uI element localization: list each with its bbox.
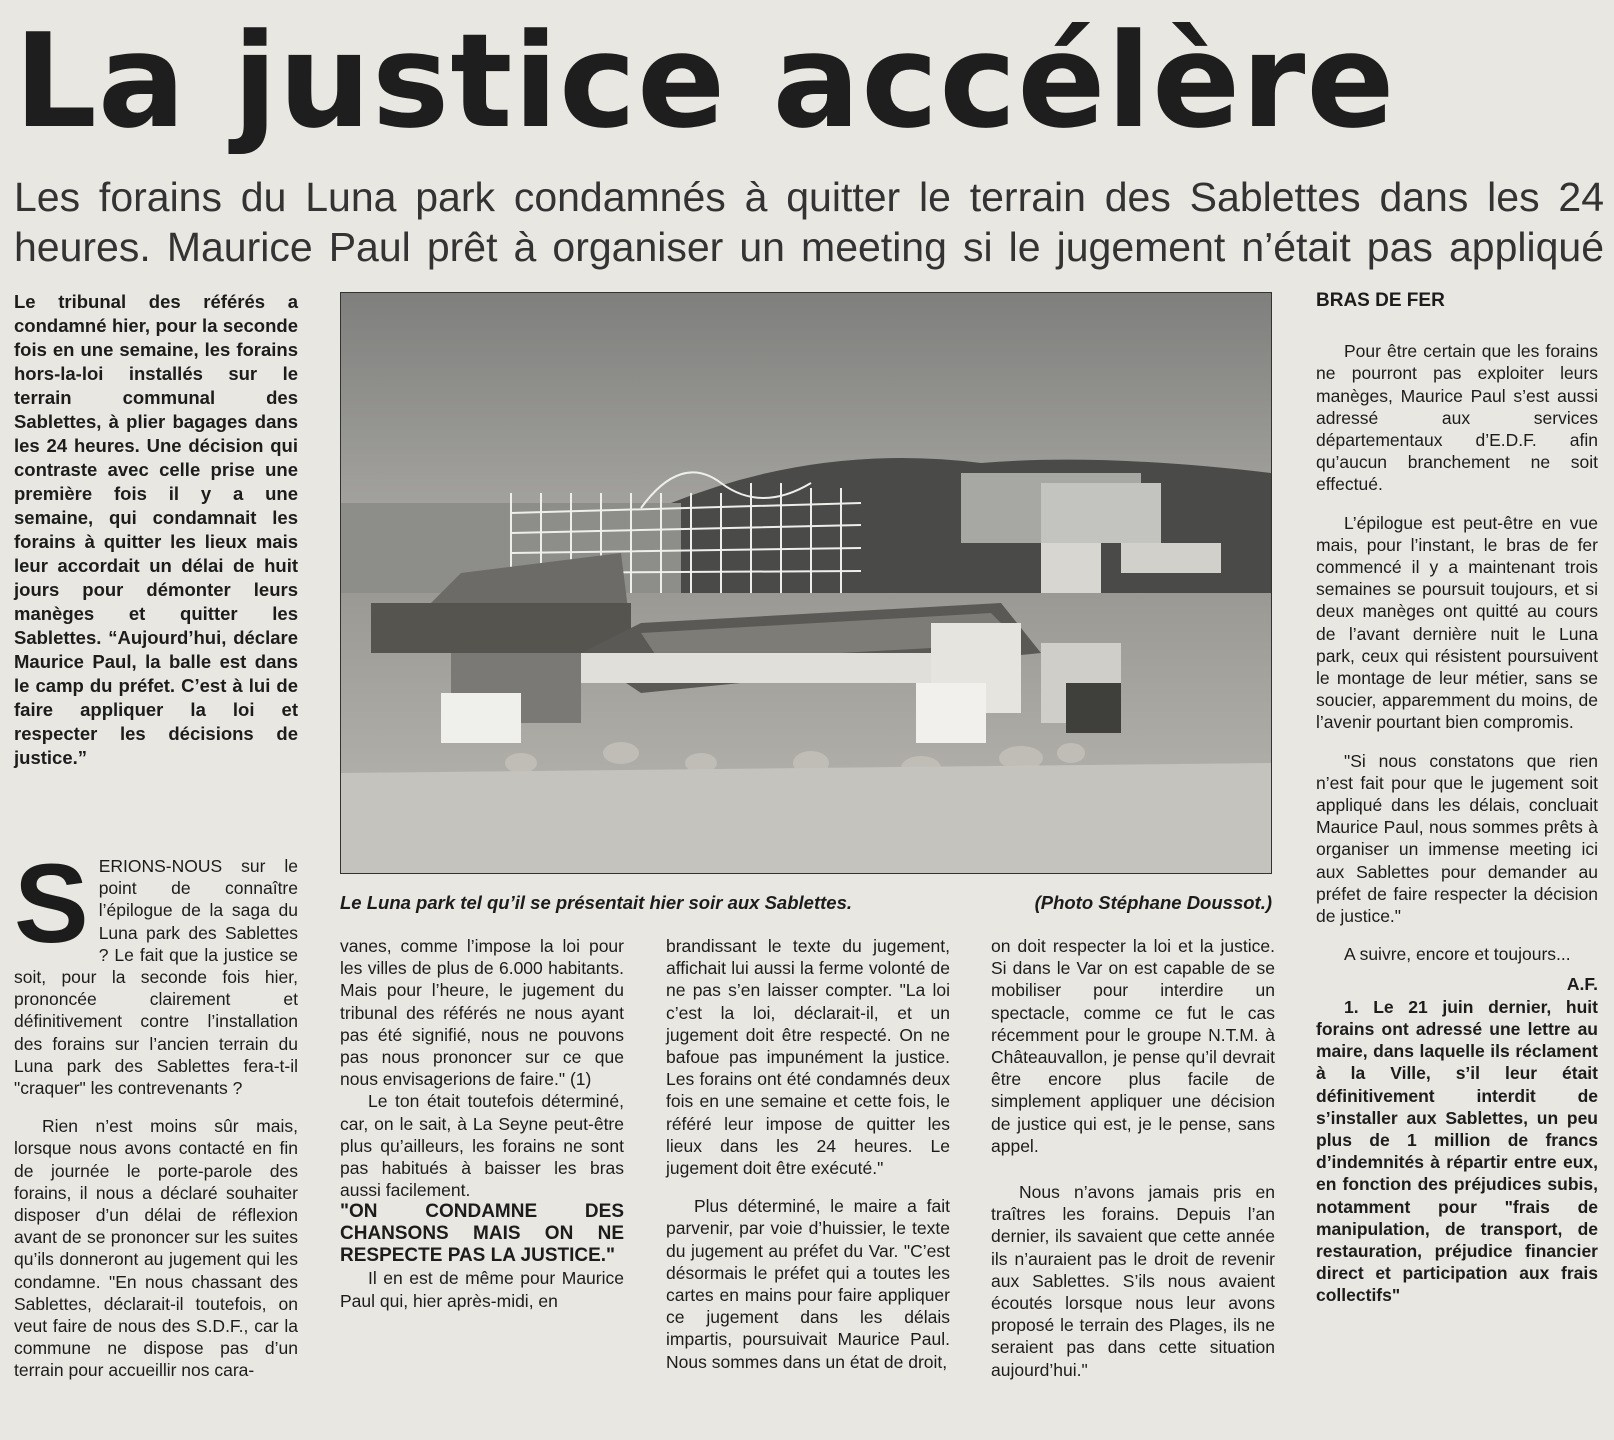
paragraph: Plus déterminé, le maire a fait parvenir, par voie d’huissier, le texte du jugement au préfet du Var. "C’est désormais le préfet qui a toutes les cartes en mains pour faire appliquer ce jugement dans les délais impartis, poursuivait Maurice Paul. Nous sommes dans un état de droit,	[666, 1196, 950, 1372]
drop-cap: S	[14, 841, 89, 966]
paragraph: Il en est de même pour Maurice Paul qui, hier après-midi, en	[340, 1268, 624, 1311]
paragraph: Le ton était toutefois déterminé, car, on le sait, à La Seyne peut-être plus qu’ailleurs, les forains ne sont pas habitués à baisser les bras aussi facilement.	[340, 1091, 624, 1201]
paragraph: A suivre, encore et toujours...	[1344, 944, 1571, 965]
paragraph: Rien n’est moins sûr mais, lorsque nous avons contacté en fin de journée le porte-parole des forains, il nous a déclaré souhaiter disposer d’un délai de réflexion avant de se prononcer sur les suites qu’ils donneront au jugement qui les condamne. "En nous chassant des Sablettes, déclarait-il toutefois, on veut faire de nous des S.D.F., car la commune ne dispose pas d’un terrain pour accueillir nos cara-	[14, 1116, 298, 1381]
paragraph: "Si nous constatons que rien n’est fait pour que le jugement soit appliqué dans les délais, concluait Maurice Paul, nous sommes prêts à organiser un immense meeting ici aux Sablettes pour demander au préfet de faire respecter la décision de justice."	[1316, 750, 1598, 927]
luna-park-photo	[340, 292, 1272, 874]
footnote: 1. Le 21 juin dernier, huit forains ont adressé une lettre au maire, dans laquelle ils réclament à la Ville, s’il leur était définitivement interdit de s’installer aux Sablettes, un peu plus de 1 million de francs d’indemnités à répartir entre eux, en fonction des préjudices subis, notamment pour "frais de manipulation, de transport, de restauration, préjudice financier direct et participation aux frais collectifs"	[1316, 996, 1598, 1306]
article-column-3	[666, 935, 950, 1373]
subheadline: Les forains du Luna park condamnés à quitter le terrain des Sablettes dans les 24 heures. Maurice Paul prêt à organiser un meeting si le jugement n’était pas appliqué	[14, 174, 1604, 270]
paragraph: ERIONS-NOUS sur le point de connaître l’épilogue de la saga du Luna park des Sablettes ? Le fait que la justice se soit, pour la seconde fois hier, prononcée clairement et définitivement contre l’installation des forains sur l’ancien terrain du Luna park des Sablettes fera-t-il "craquer" les contrevenants ?	[14, 856, 298, 1099]
article-column-5	[1316, 290, 1598, 1307]
article-column-4	[991, 935, 1275, 1381]
article-column-2	[340, 935, 624, 1312]
author-signature: A.F.	[1566, 974, 1598, 995]
intertitle: "ON CONDAMNE DES CHANSONS MAIS ON NE RESPECTE PAS LA JUSTICE."	[340, 1201, 624, 1267]
photo-illustration	[341, 293, 1271, 873]
lead-text: Le tribunal des référés a condamné hier, pour la seconde fois en une semaine, les forains hors-la-loi installés sur le terrain communal des Sablettes, à plier bagages dans les 24 heures. Une décision qui contraste avec celle prise une première fois il y a une semaine, qui condamnait les forains à quitter les lieux mais leur accordait un délai de huit jours pour démonter leurs manèges et quitter les Sablettes. “Aujourd’hui, déclare Maurice Paul, la balle est dans le camp du préfet. C’est à lui de faire appliquer la loi et respecter les décisions de justice.”	[14, 291, 298, 768]
paragraph: on doit respecter la loi et la justice. Si dans le Var on est capable de se mobiliser pour interdire un spectacle, comme ce fut le cas récemment pour le groupe N.T.M. à Châteauvallon, je pense qu’il devrait être encore plus facile de simplement appliquer une décision de justice qui est, je le pense, sans appel.	[991, 936, 1275, 1156]
lead-paragraph	[14, 290, 298, 770]
paragraph: L’épilogue est peut-être en vue mais, pour l’instant, le bras de fer commencé il y a maintenant trois semaines se poursuit toujours, et si deux manèges ont quitté au cours de l’avant dernière nuit le Luna park, ceux qui résistent poursuivent le montage de leur métier, sans se soucier, apparemment du moins, de l’avenir pourtant bien compromis.	[1316, 512, 1598, 733]
paragraph: brandissant le texte du jugement, affichait lui aussi la ferme volonté de ne pas s’en laisser compter. "La loi c’est la loi, déclarait-il, et un jugement doit être respecté. On ne bafoue pas impunément la justice. Les forains ont été condamnés deux fois en une semaine et cette fois, le référé leur impose de quitter les lieux dans les 24 heures. Le jugement doit être exécuté."	[666, 936, 950, 1179]
photo-caption: Le Luna park tel qu’il se présentait hier soir aux Sablettes.	[340, 892, 852, 913]
photo-credit: (Photo Stéphane Doussot.)	[1034, 892, 1272, 913]
paragraph: vanes, comme l’impose la loi pour les villes de plus de 6.000 habitants. Mais pour l’heure, le jugement du tribunal des référés ne nous ayant pas été signifié, nous ne pouvons pas nous prononcer sur ce que nous envisagerions de faire." (1)	[340, 936, 624, 1090]
headline: La justice accélère	[14, 5, 1396, 157]
paragraph: Nous n’avons jamais pris en traîtres les forains. Depuis l’an dernier, ils savaient que cette année ils n’auraient pas le droit de revenir aux Sablettes. S’ils nous avaient écoutés lorsque nous leur avons proposé le terrain des Plages, ils ne seraient pas dans cette situation aujourd’hui."	[991, 1182, 1275, 1380]
paragraph: Pour être certain que les forains ne pourront pas exploiter leurs manèges, Maurice Paul s’est aussi adressé aux services départementaux d’E.D.F. afin qu’aucun branchement ne soit effectué.	[1316, 341, 1598, 495]
section-heading: BRAS DE FER	[1316, 290, 1445, 311]
article-column-1	[14, 841, 298, 1382]
